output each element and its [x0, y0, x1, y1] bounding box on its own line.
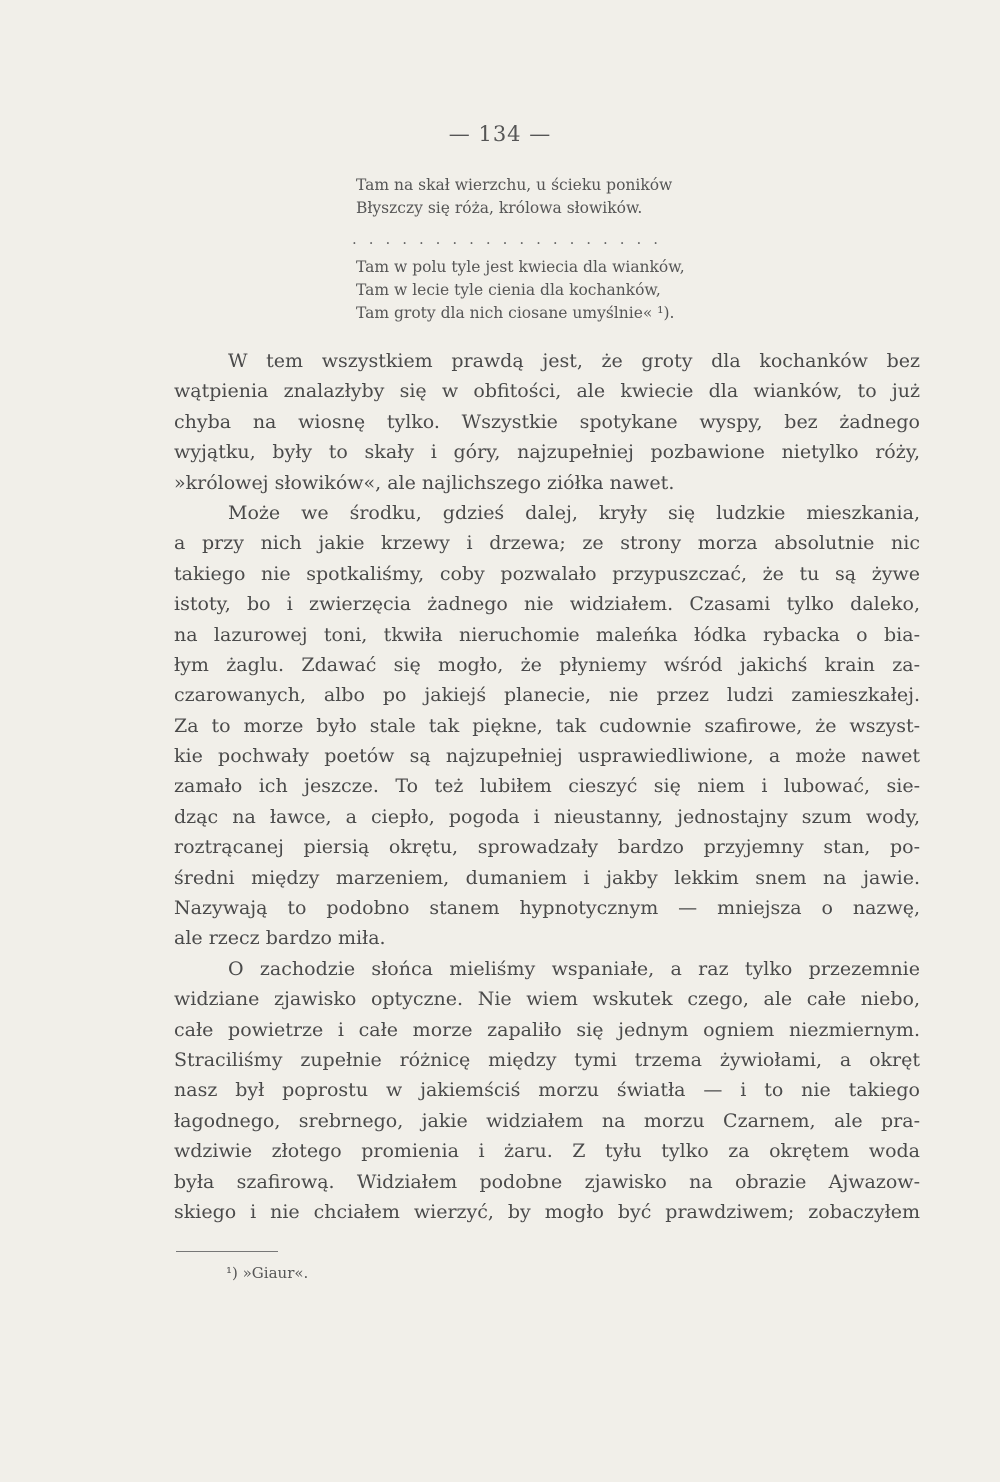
- page-number: — 134 —: [448, 122, 552, 146]
- body-text: [174, 346, 920, 1227]
- text-line: wdziwie złotego promienia i żaru. Z tyłu tylko za okrętem woda: [174, 1140, 920, 1163]
- footnote-divider: [176, 1251, 278, 1252]
- text-line: chyba na wiosnę tylko. Wszystkie spotykane wyspy, bez żadnego: [174, 410, 920, 433]
- text-line: »królowej słowików«, ale najlichszego ziółka nawet.: [174, 471, 675, 494]
- text-line: skiego i nie chciałem wierzyć, by mogło być prawdziwem; zobaczyłem: [174, 1200, 920, 1223]
- footnote: ¹) »Giaur«.: [226, 1264, 309, 1282]
- text-line: całe powietrze i całe morze zapaliło się jednym ogniem niezmiernym.: [174, 1018, 920, 1041]
- text-line: takiego nie spotkaliśmy, coby pozwalało przypuszczać, że tu są żywe: [174, 562, 920, 585]
- text-line: W tem wszystkiem prawdą jest, że groty dla kochanków bez: [228, 350, 920, 372]
- text-line: średni między marzeniem, dumaniem i jakby lekkim snem na jawie.: [174, 866, 920, 889]
- verse-stanza-2: [356, 256, 776, 325]
- text-line: Straciliśmy zupełnie różnicę między tymi trzema żywiołami, a okręt: [174, 1048, 920, 1071]
- verse-line: Błyszczy się róża, królowa słowików.: [356, 199, 643, 217]
- verse-stanza-1: [356, 174, 776, 220]
- verse-line: Tam w polu tyle jest kwiecia dla wianków,: [356, 258, 685, 276]
- text-line: wyjątku, były to skały i góry, najzupełniej pozbawione nietylko róży,: [174, 441, 920, 464]
- text-line: kie pochwały poetów są najzupełniej usprawiedliwione, a może nawet: [174, 745, 920, 768]
- text-line: roztrącanej piersią okrętu, sprowadzały bardzo przyjemny stan, po-: [174, 836, 920, 859]
- verse-line: Tam groty dla nich ciosane umyślnie« ¹).: [356, 304, 675, 322]
- verse-line: Tam w lecie tyle cienia dla kochanków,: [356, 281, 661, 299]
- text-line: wątpienia znalazłyby się w obfitości, ale kwiecie dla wianków, to już: [174, 380, 920, 403]
- text-line: była szafirową. Widziałem podobne zjawisko na obrazie Ajwazow-: [174, 1170, 920, 1193]
- text-line: na lazurowej toni, tkwiła nieruchomie maleńka łódka rybacka o bia-: [174, 623, 920, 646]
- text-line: ale rzecz bardzo miła.: [174, 927, 386, 950]
- text-line: a przy nich jakie krzewy i drzewa; ze strony morza absolutnie nic: [174, 532, 920, 555]
- text-line: Może we środku, gdzieś dalej, kryły się ludzkie mieszkania,: [228, 501, 920, 524]
- verse-line: Tam na skał wierzchu, u ścieku poników: [356, 176, 673, 194]
- text-line: czarowanych, albo po jakiejś planecie, nie przez ludzi zamieszkałej.: [174, 684, 920, 707]
- text-line: łym żaglu. Zdawać się mogło, że płyniemy wśród jakichś krain za-: [174, 653, 920, 676]
- text-line: nasz był poprostu w jakiemściś morzu światła — i to nie takiego: [174, 1079, 920, 1102]
- text-line: istoty, bo i zwierzęcia żadnego nie widziałem. Czasami tylko daleko,: [174, 593, 920, 616]
- text-line: zamało ich jeszcze. To też lubiłem cieszyć się niem i lubować, sie-: [174, 775, 920, 798]
- verse-ellipsis-separator: . . . . . . . . . . . . . . . . . . .: [352, 230, 662, 248]
- text-line: O zachodzie słońca mieliśmy wspaniałe, a raz tylko przezemnie: [228, 957, 920, 980]
- text-line: łagodnego, srebrnego, jakie widziałem na morzu Czarnem, ale pra-: [174, 1109, 920, 1132]
- text-line: Nazywają to podobno stanem hypnotycznym — mniejsza o nazwę,: [174, 897, 920, 920]
- text-line: Za to morze było stale tak piękne, tak cudownie szafirowe, że wszyst-: [174, 714, 920, 737]
- text-line: widziane zjawisko optyczne. Nie wiem wskutek czego, ale całe niebo,: [174, 988, 920, 1011]
- text-line: dząc na ławce, a ciepło, pogoda i nieustanny, jednostajny szum wody,: [174, 805, 920, 828]
